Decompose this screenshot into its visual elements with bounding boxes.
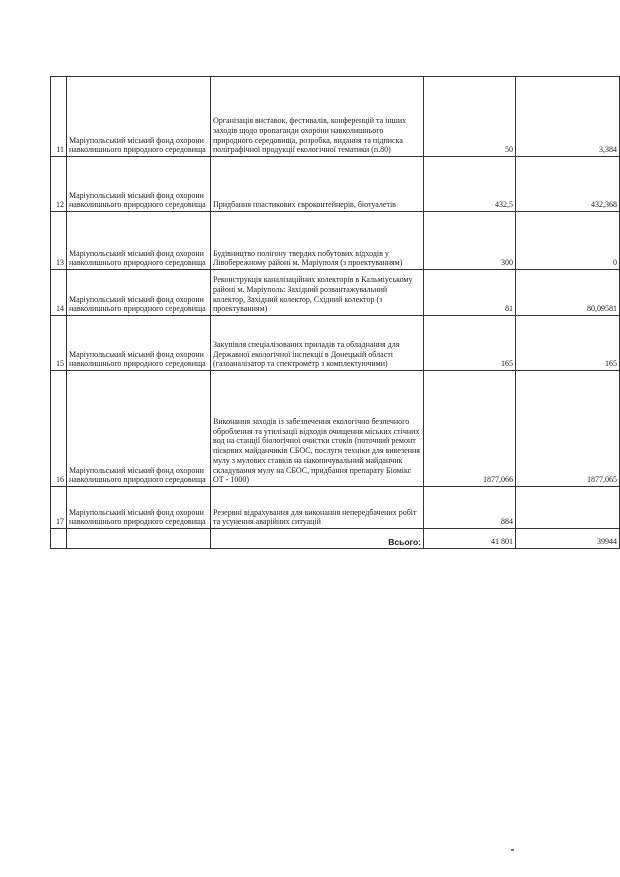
organization-cell: Маріупольський міський фонд охорони навколишнього природного середовища <box>67 157 211 212</box>
organization-cell: Маріупольський міський фонд охорони навколишнього природного середовища <box>67 371 211 487</box>
measure-description-cell: Реконструкція каналізаційних колекторів в Кальміуському районі м. Маріуполь: Західний розвантажувальний колектор, Західний колектор, Східний колектор (з проектуванням) <box>211 270 424 316</box>
total-actual: 39944 <box>516 529 620 549</box>
table-row <box>51 270 620 316</box>
organization-cell: Маріупольський міський фонд охорони навколишнього природного середовища <box>67 270 211 316</box>
actual-amount-cell: 432,368 <box>516 157 620 212</box>
organization-cell: Маріупольський міський фонд охорони навколишнього природного середовища <box>67 212 211 270</box>
row-number: 13 <box>51 212 67 270</box>
row-number: 16 <box>51 371 67 487</box>
table-row <box>51 371 620 487</box>
planned-amount-cell: 81 <box>424 270 516 316</box>
total-planned: 41 801 <box>424 529 516 549</box>
actual-amount-cell: 3,384 <box>516 77 620 157</box>
organization-cell: Маріупольський міський фонд охорони навколишнього природного середовища <box>67 316 211 371</box>
table-row <box>51 212 620 270</box>
actual-amount-cell: 165 <box>516 316 620 371</box>
table-row <box>51 77 620 157</box>
planned-amount-cell: 884 <box>424 487 516 529</box>
measure-description-cell: Придбання пластикових євроконтейнерів, біотуалетів <box>211 157 424 212</box>
measure-description-cell: Будівництво полігону твердих побутових відходів у Лівобережному районі м. Маріуполя (з проектуванням) <box>211 212 424 270</box>
row-number: 14 <box>51 270 67 316</box>
row-number: 17 <box>51 487 67 529</box>
planned-amount-cell: 432,5 <box>424 157 516 212</box>
measure-description-cell: Організація виставок, фестивалів, конференцій та інших заходів щодо пропаганди охорони навколишнього природного середовища, розробка, видання та підписка поліграфічної продукції екологічної тематики (п.80) <box>211 77 424 157</box>
empty-cell <box>67 529 211 549</box>
planned-amount-cell: 300 <box>424 212 516 270</box>
actual-amount-cell <box>516 487 620 529</box>
table-body <box>51 77 620 549</box>
total-label: Всього: <box>211 529 424 549</box>
organization-cell: Маріупольський міський фонд охорони навколишнього природного середовища <box>67 77 211 157</box>
scan-mark <box>511 849 514 851</box>
empty-cell <box>51 529 67 549</box>
table-row <box>51 487 620 529</box>
row-number: 12 <box>51 157 67 212</box>
planned-amount-cell: 1877,066 <box>424 371 516 487</box>
measure-description-cell: Виконання заходів із забезпечення екологічно безпечного оброблення та утилізації відходів очищення міських стічних вод на станції біологічної очистки стоків (поточний ремонт піскових майданчиків СБОС, послуги техніки для вивезення мулу з мулових ставків на накопичувальний майданчик складування мулу на СБОС, придбання препарату Біомікс ОТ - 1000) <box>211 371 424 487</box>
row-number: 11 <box>51 77 67 157</box>
actual-amount-cell: 1877,065 <box>516 371 620 487</box>
table-row <box>51 316 620 371</box>
planned-amount-cell: 50 <box>424 77 516 157</box>
actual-amount-cell: 0 <box>516 212 620 270</box>
report-table <box>50 76 620 549</box>
actual-amount-cell: 80,09581 <box>516 270 620 316</box>
planned-amount-cell: 165 <box>424 316 516 371</box>
table-row <box>51 157 620 212</box>
measure-description-cell: Резервні відрахування для виконання непередбачених робіт та усунення аварійних ситуацій <box>211 487 424 529</box>
total-row <box>51 529 620 549</box>
row-number: 15 <box>51 316 67 371</box>
organization-cell: Маріупольський міський фонд охорони навколишнього природного середовища <box>67 487 211 529</box>
measure-description-cell: Закупівля спеціалізованих приладів та обладнання для Державної екологічної інспекції в Донецькій області (газоаналізатор та спектрометр з комплектуючими) <box>211 316 424 371</box>
